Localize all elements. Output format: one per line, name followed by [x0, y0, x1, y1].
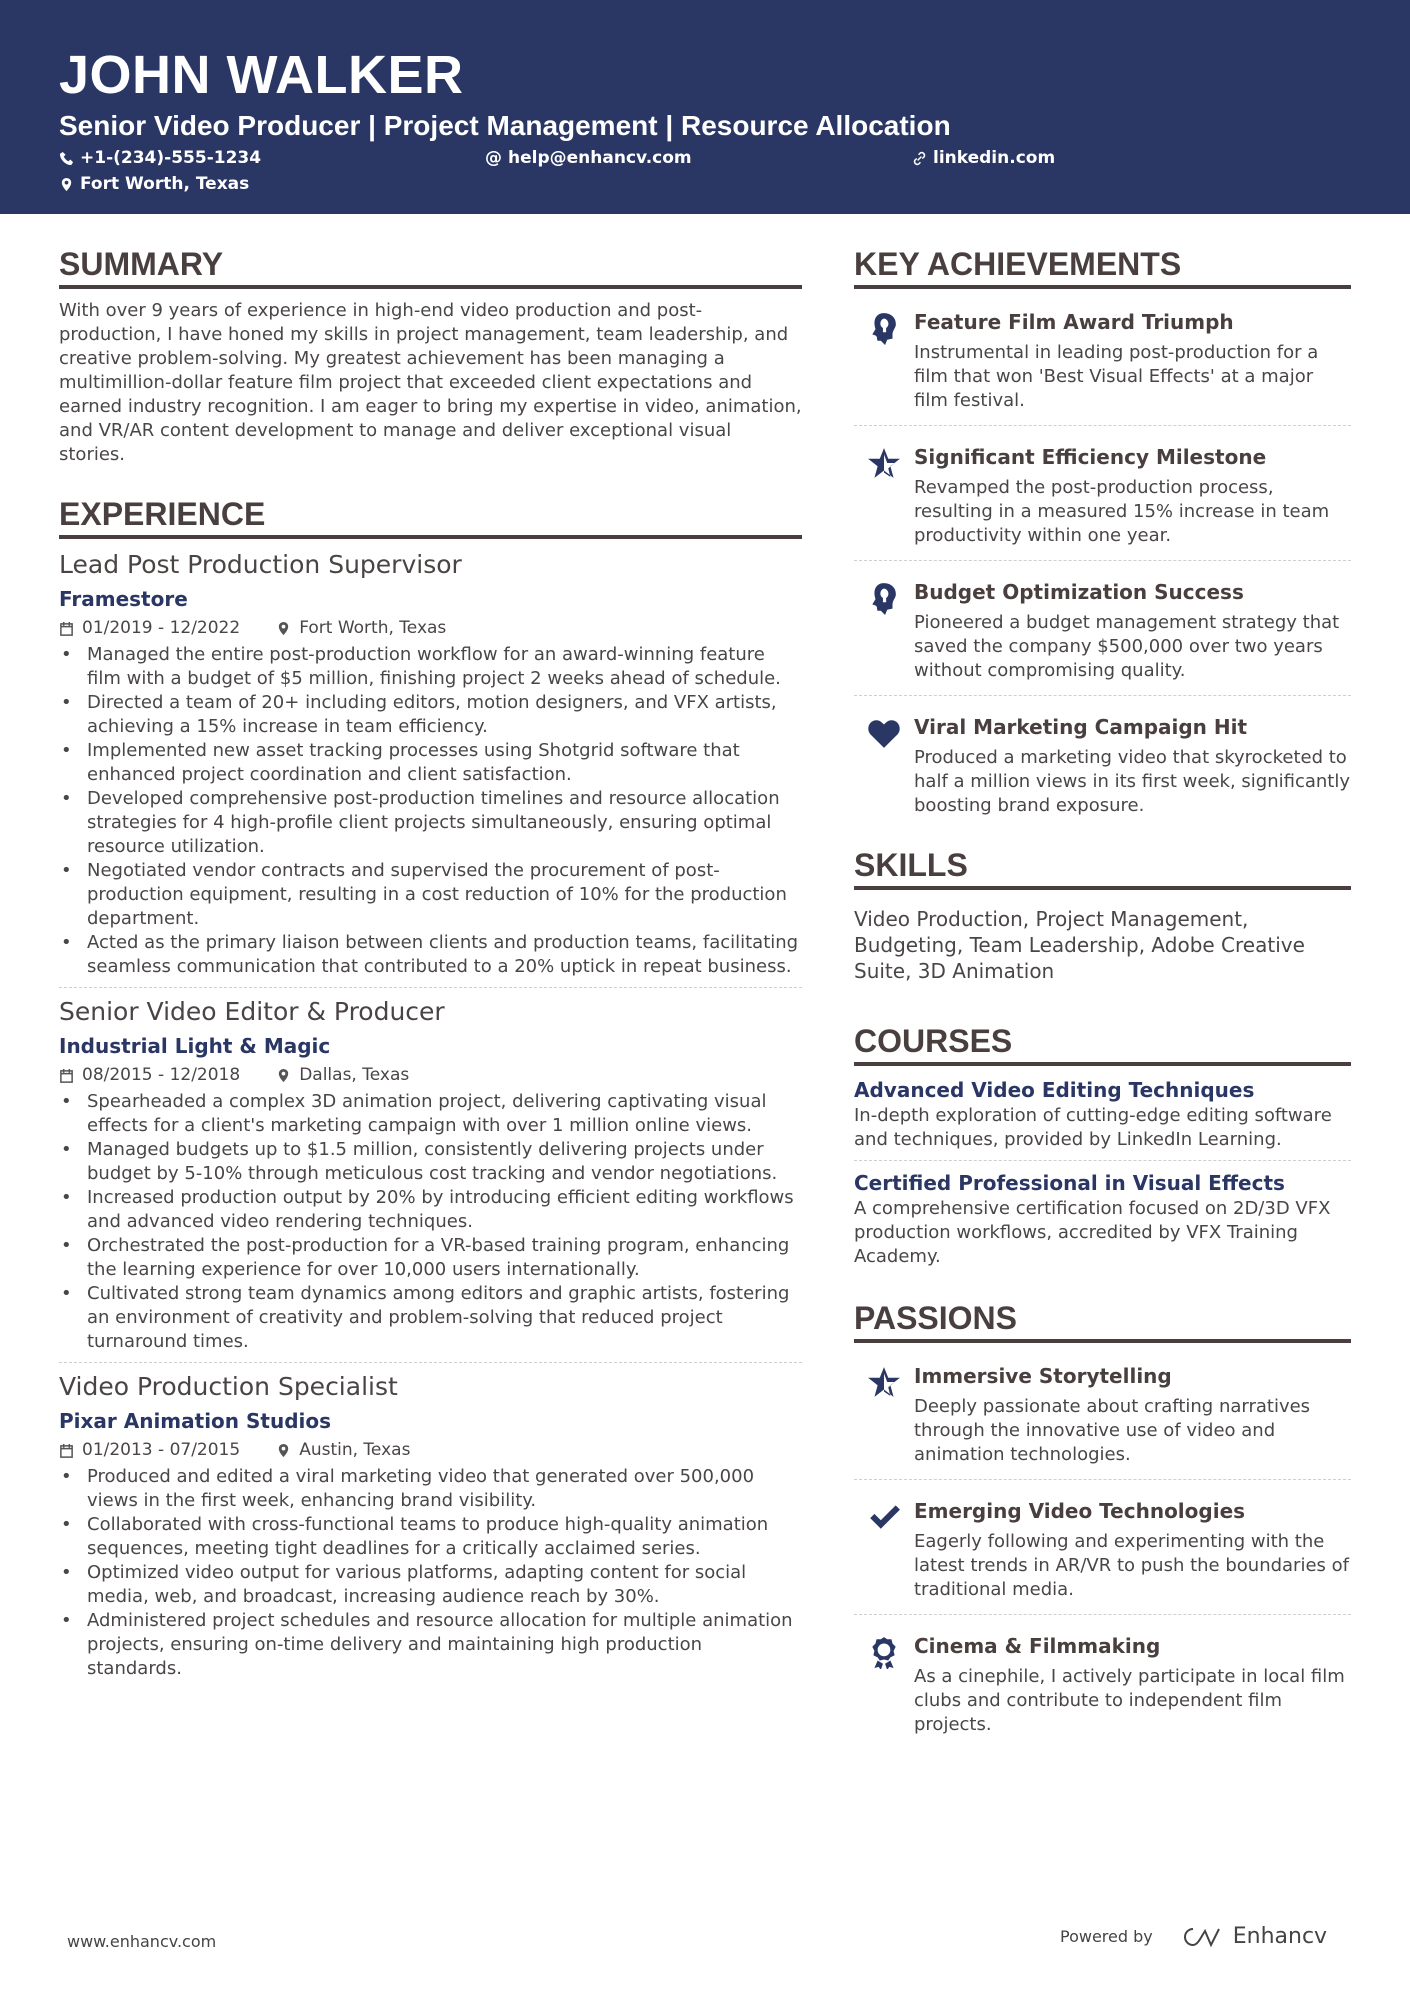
passions-item	[854, 1488, 1351, 1606]
bullet-item: • Developed comprehensive post-production timelines and resource allocation strategies for 4 high-profile client projects simultaneously, ensuring optimal resource utilization.	[59, 787, 802, 859]
separator	[854, 1160, 1351, 1161]
job-title: Senior Video Editor & Producer	[59, 997, 445, 1026]
job-title: Video Production Specialist	[59, 1372, 398, 1401]
job-location: Dallas, Texas	[299, 1065, 410, 1085]
candidate-subtitle: Senior Video Producer | Project Management | Resource Allocation	[59, 110, 951, 141]
item-text	[914, 1627, 1351, 1737]
passions-item	[854, 1623, 1351, 1741]
item-description: Revamped the post-production process, resulting in a measured 15% increase in team productivity within one year.	[914, 477, 1330, 546]
separator	[854, 560, 1351, 561]
location-pin-icon	[59, 177, 74, 192]
job-dates: 01/2013 - 07/2015	[82, 1440, 241, 1460]
contact-location	[59, 174, 249, 194]
passions-list	[854, 1353, 1351, 1741]
check-icon	[854, 1492, 914, 1602]
job-entry	[59, 1371, 802, 1681]
bullet-item: • Orchestrated the post-production for a VR-based training program, enhancing the learning experience for over 10,000 users internationally.	[59, 1234, 802, 1282]
bullet-item: • Spearheaded a complex 3D animation project, delivering captivating visual effects for a client's marketing campaign with over 1 million online views.	[59, 1090, 802, 1138]
bullet-item: • Acted as the primary liaison between clients and production teams, facilitating seamless communication that contributed to a 20% uptick in repeat business.	[59, 931, 802, 979]
link-text[interactable]: linkedin.com	[933, 148, 1056, 168]
achievements-item	[854, 704, 1351, 822]
phone-icon	[59, 151, 74, 166]
experience-list	[59, 549, 802, 1681]
item-title: Budget Optimization Success	[914, 580, 1244, 604]
job-entry	[59, 996, 802, 1354]
location-pin-icon	[276, 621, 291, 636]
item-text	[914, 1492, 1351, 1602]
at-icon: @	[485, 148, 502, 168]
contact-link[interactable]	[912, 148, 1055, 168]
separator	[854, 425, 1351, 426]
award-icon	[854, 1627, 914, 1737]
job-location: Austin, Texas	[299, 1440, 411, 1460]
star-icon	[854, 438, 914, 548]
enhancv-logo: Enhancv	[1179, 1924, 1327, 1949]
course-description: In-depth exploration of cutting-edge editing software and techniques, provided by LinkedIn Learning.	[854, 1105, 1332, 1150]
left-column	[59, 245, 802, 1681]
contact-phone	[59, 148, 261, 168]
candidate-name: JOHN WALKER	[59, 45, 464, 105]
item-title: Viral Marketing Campaign Hit	[914, 715, 1248, 739]
bullet-item: • Managed budgets up to $1.5 million, consistently delivering projects under budget by 5-10% through meticulous cost tracking and vendor negotiations.	[59, 1138, 802, 1186]
powered-by-text: Powered by	[1060, 1927, 1153, 1946]
separator	[59, 1362, 802, 1363]
job-meta	[59, 1062, 802, 1088]
item-text	[914, 438, 1351, 548]
bullet-item: • Managed the entire post-production workflow for an award-winning feature film with a budget of $5 million, finishing project 2 weeks ahead of schedule.	[59, 643, 802, 691]
job-bullets	[59, 1465, 802, 1681]
job-location: Fort Worth, Texas	[299, 618, 447, 638]
separator	[854, 1479, 1351, 1480]
passions-title: PASSIONS	[854, 1299, 1351, 1343]
item-description: Deeply passionate about crafting narratives through the innovative use of video and animation technologies.	[914, 1396, 1311, 1465]
item-text	[914, 573, 1351, 683]
location-text: Fort Worth, Texas	[80, 174, 250, 194]
item-description: Pioneered a budget management strategy that saved the company $500,000 over two years without compromising quality.	[914, 612, 1340, 681]
job-dates: 08/2015 - 12/2018	[82, 1065, 241, 1085]
courses-title: COURSES	[854, 1022, 1351, 1066]
head-icon	[854, 573, 914, 683]
bullet-item: • Cultivated strong team dynamics among editors and graphic artists, fostering an environment of creativity and problem-solving that reduced project turnaround times.	[59, 1282, 802, 1354]
item-title: Immersive Storytelling	[914, 1364, 1172, 1388]
item-title: Emerging Video Technologies	[914, 1499, 1246, 1523]
item-description: As a cinephile, I actively participate in local film clubs and contribute to independent film projects.	[914, 1666, 1345, 1735]
footer-branding	[1060, 1924, 1327, 1949]
item-text	[914, 303, 1351, 413]
bullet-item: • Negotiated vendor contracts and supervised the procurement of post-production equipment, resulting in a cost reduction of 10% for the production department.	[59, 859, 802, 931]
job-dates: 01/2019 - 12/2022	[82, 618, 241, 638]
achievements-item	[854, 299, 1351, 417]
course-description: A comprehensive certification focused on 2D/3D VFX production workflows, accredited by VFX Training Academy.	[854, 1198, 1331, 1267]
phone-text: +1-(234)-555-1234	[80, 148, 262, 168]
enhancv-logo-icon	[1179, 1925, 1225, 1949]
item-title: Cinema & Filmmaking	[914, 1634, 1161, 1658]
calendar-icon	[59, 621, 74, 636]
company-name: Framestore	[59, 587, 188, 611]
company-name: Industrial Light & Magic	[59, 1034, 331, 1058]
achievements-item	[854, 434, 1351, 552]
separator	[854, 695, 1351, 696]
star-icon	[854, 1357, 914, 1467]
right-column	[854, 245, 1351, 1741]
location-pin-icon	[276, 1068, 291, 1083]
bullet-item: • Administered project schedules and resource allocation for multiple animation projects, ensuring on-time delivery and maintaining high production standards.	[59, 1609, 802, 1681]
calendar-icon	[59, 1443, 74, 1458]
achievements-title: KEY ACHIEVEMENTS	[854, 245, 1351, 289]
job-meta	[59, 1437, 802, 1463]
email-text[interactable]: help@enhancv.com	[508, 148, 692, 168]
contact-email[interactable]	[485, 148, 692, 168]
footer-website[interactable]: www.enhancv.com	[67, 1932, 217, 1951]
item-description: Produced a marketing video that skyrocketed to half a million views in its first week, significantly boosting brand exposure.	[914, 747, 1350, 816]
course-title: Advanced Video Editing Techniques	[854, 1078, 1255, 1102]
passions-item	[854, 1353, 1351, 1471]
bullet-item: • Produced and edited a viral marketing video that generated over 500,000 views in the first week, enhancing brand visibility.	[59, 1465, 802, 1513]
achievements-list	[854, 299, 1351, 822]
location-pin-icon	[276, 1443, 291, 1458]
skills-text: Video Production, Project Management, Budgeting, Team Leadership, Adobe Creative Suite, 3D Animation	[854, 907, 1305, 983]
summary-title: SUMMARY	[59, 245, 802, 289]
summary-text: With over 9 years of experience in high-end video production and post-production, I have honed my skills in project management, team leadership, and creative problem-solving. My greatest achievement has been managing a multimillion-dollar feature film project that exceeded client expectations and earned industry recognition. I am eager to bring my expertise in video, animation, and VR/AR content development to manage and deliver exceptional visual stories.	[59, 300, 802, 465]
heart-icon	[854, 708, 914, 818]
company-name: Pixar Animation Studios	[59, 1409, 332, 1433]
item-title: Significant Efficiency Milestone	[914, 445, 1267, 469]
separator	[854, 1614, 1351, 1615]
item-title: Feature Film Award Triumph	[914, 310, 1234, 334]
item-description: Eagerly following and experimenting with the latest trends in AR/VR to push the boundaries of traditional media.	[914, 1531, 1349, 1600]
bullet-item: • Collaborated with cross-functional teams to produce high-quality animation sequences, meeting tight deadlines for a critically acclaimed series.	[59, 1513, 802, 1561]
item-description: Instrumental in leading post-production for a film that won 'Best Visual Effects' at a major film festival.	[914, 342, 1319, 411]
experience-title: EXPERIENCE	[59, 495, 802, 539]
skills-title: SKILLS	[854, 846, 1351, 890]
separator	[59, 987, 802, 988]
job-entry	[59, 549, 802, 979]
link-icon	[912, 151, 927, 166]
job-bullets	[59, 1090, 802, 1354]
calendar-icon	[59, 1068, 74, 1083]
item-text	[914, 1357, 1351, 1467]
achievements-item	[854, 569, 1351, 687]
item-text	[914, 708, 1351, 818]
bullet-item: • Increased production output by 20% by introducing efficient editing workflows and advanced video rendering techniques.	[59, 1186, 802, 1234]
job-bullets	[59, 643, 802, 979]
bullet-item: • Directed a team of 20+ including editors, motion designers, and VFX artists, achieving a 15% increase in team efficiency.	[59, 691, 802, 739]
course-title: Certified Professional in Visual Effects	[854, 1171, 1285, 1195]
job-title: Lead Post Production Supervisor	[59, 550, 462, 579]
bullet-item: • Optimized video output for various platforms, adapting content for social media, web, and broadcast, increasing audience reach by 30%.	[59, 1561, 802, 1609]
job-meta	[59, 615, 802, 641]
header	[0, 0, 1410, 214]
head-icon	[854, 303, 914, 413]
courses-list	[854, 1076, 1351, 1269]
bullet-item: • Implemented new asset tracking processes using Shotgrid software that enhanced project coordination and client satisfaction.	[59, 739, 802, 787]
